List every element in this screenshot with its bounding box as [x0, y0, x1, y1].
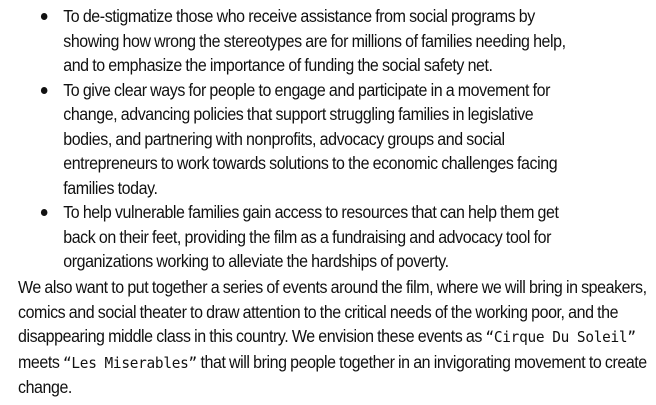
- paragraph-text-end: that will bring people together in an invigorating movement to create change.: [18, 351, 647, 397]
- goals-bullet-list: [0, 4, 656, 274]
- bullet-item-access-resources: [0, 200, 577, 274]
- events-paragraph: [18, 275, 650, 400]
- bullet-text: To help vulnerable families gain access to resources that can help them get back on their feet, providing the film as a fundraising and advocacy tool for organizations working to alleviate the hardships of poverty.: [63, 202, 559, 271]
- quote-les-miserables: “Les Miserables”: [63, 353, 197, 372]
- bullet-text: To de-stigmatize those who receive assistance from social programs by showing how wrong the stereotypes are for millions of families needing help, and to emphasize the importance of funding the social safety net.: [63, 6, 566, 75]
- quote-cirque-du-soleil: “Cirque Du Soleil”: [485, 328, 636, 346]
- paragraph-text-meets: meets: [18, 351, 64, 372]
- paragraph-text-start: We also want to put together a series of events around the film, where we will bring in speakers, comics and social theater to draw attention to the critical needs of the working poor, and the disappearing middle class in this country. We envision these events as: [18, 277, 647, 346]
- bullet-text: To give clear ways for people to engage and participate in a movement for change, advancing policies that support struggling families in legislative bodies, and partnering with nonprofits, advocacy groups and social entrepreneurs to work towards solutions to the economic challenges facing families today.: [63, 79, 558, 198]
- bullet-dot-icon: [41, 209, 48, 216]
- bullet-dot-icon: [41, 13, 48, 20]
- bullet-item-engage: [0, 78, 577, 201]
- bullet-dot-icon: [41, 87, 48, 94]
- bullet-item-destigmatize: [0, 4, 577, 78]
